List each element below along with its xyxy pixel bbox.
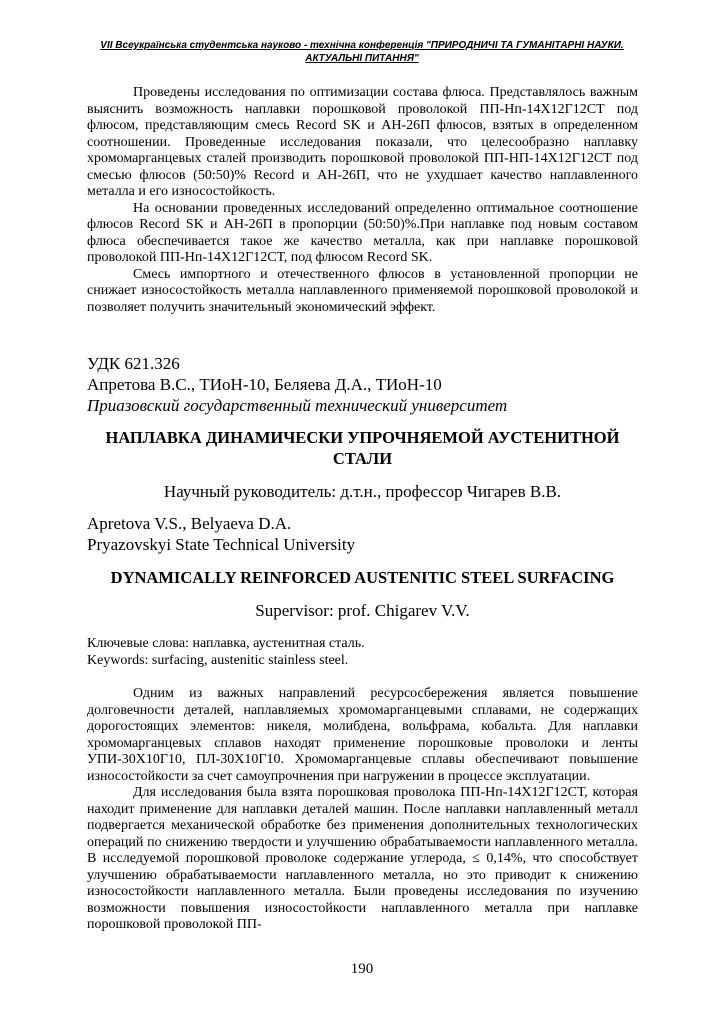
authors-ru: Апретова В.С., ТИоН-10, Беляева Д.А., ТИоН-10 xyxy=(87,375,442,394)
affiliation-ru: Приазовский государственный технический университет xyxy=(87,396,508,415)
running-header-line-1: VII Всеукраїнська студентська науково - технічна конференція "ПРИРОДНИЧІ ТА ГУМАНІТАРНІ НАУКИ. xyxy=(100,40,624,51)
supervisor-ru: Научный руководитель: д.т.н., профессор Чигарев В.В. xyxy=(163,482,562,501)
authors-en-block xyxy=(87,513,355,555)
affiliation-en: Pryazovskyi State Technical University xyxy=(87,535,356,554)
keywords-ru: Ключевые слова: наплавка, аустенитная сталь. xyxy=(87,636,365,651)
authors-en: Apretova V.S., Belyaeva D.A. xyxy=(87,514,292,533)
article-title-en: DYNAMICALLY REINFORCED AUSTENITIC STEEL SURFACING xyxy=(110,568,615,587)
article-title-ru xyxy=(87,427,638,469)
udc-code: УДК 621.326 xyxy=(87,354,180,373)
paragraph: Одним из важных направлений ресурсосбережения является повышение долговечности деталей, наплавляемых хромомарганцевыми сплавами, не содержащих дорогостоящих элементов: никеля, молибдена, вольфрама, кобальта. Для наплавки хромомарганцевых сплавов находят применение порошковые проволоки и ленты УПИ-30Х10Г10, ПЛ-30Х10Г10. Хромомарганцевые сплавы обеспечивают повышение износостойкости за счет самоупрочнения при нагружении в процессе эксплуатации. xyxy=(87,686,638,784)
article-meta xyxy=(87,353,507,416)
running-header xyxy=(60,39,664,65)
title-ru-line-1: НАПЛАВКА ДИНАМИЧЕСКИ УПРОЧНЯЕМОЙ АУСТЕНИТНОЙ xyxy=(105,428,620,447)
paragraph: Смесь импортного и отечественного флюсов в установленной пропорции не снижает износостойкость металла наплавленного применяемой порошковой проволокой и позволяет получить значительный экономический эффект. xyxy=(87,266,638,315)
previous-article-text xyxy=(87,85,638,316)
page-number: 190 xyxy=(350,961,374,977)
title-ru-line-2: СТАЛИ xyxy=(332,449,393,468)
keywords-en: Keywords: surfacing, austenitic stainless steel. xyxy=(87,653,349,668)
paragraph: На основании проведенных исследований определенно оптимальное соотношение флюсов Record SK и АН-26П в пропорции (50:50)%.При наплавке под новым составом флюса обеспечивается такое же качество металла, как при наплавке порошковой проволокой ПП-Нп-14Х12Г12СТ, под флюсом Record SK. xyxy=(87,200,638,265)
running-header-line-2: АКТУАЛЬНІ ПИТАННЯ" xyxy=(305,53,419,64)
paragraph: Проведены исследования по оптимизации состава флюса. Представлялось важным выяснить возможность наплавки порошковой проволокой ПП-Нп-14Х12Г12СТ под флюсом, представляющим смесь Record SK и АН-26П флюсов, взятых в определенном соотношении. Проведенные исследования показали, что целесообразно наплавку хромомарганцевых сталей производить порошковой проволокой ПП-НП-14Х12Г12СТ под смесью флюсов (50:50)% Record и АН-26П, что не ухудшает качество наплавленного металла и его износостойкость. xyxy=(87,85,638,199)
paragraph: Для исследования была взята порошковая проволока ПП-Нп-14Х12Г12СТ, которая находит применение для наплавки деталей машин. После наплавки наплавленный металл подвергается механической обработке без применения дополнительных технологических операций по снижению твердости и улучшению обрабатываемости наплавленного металла. В исследуемой порошковой проволоке содержание углерода, ≤ 0,14%, что способствует улучшению обрабатываемости наплавленного металла, но это приводит к снижению износостойкости наплавленного металла. Были проведены исследования по изучению возможности повышения износостойкости наплавленного металла при наплавке порошковой проволокой ПП- xyxy=(87,785,638,932)
article-body xyxy=(87,686,638,934)
supervisor-en: Supervisor: prof. Chigarev V.V. xyxy=(255,601,470,620)
keywords xyxy=(87,635,365,669)
